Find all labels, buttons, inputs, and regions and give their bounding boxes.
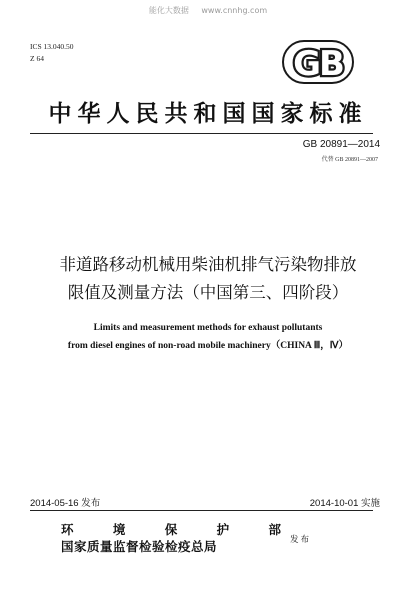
- issuer-ministry-char: 境: [112, 522, 126, 537]
- gb-logo-text: GB: [293, 44, 343, 84]
- top-divider: [30, 133, 373, 134]
- chinese-title-line-2: 限值及测量方法（中国第三、四阶段）: [67, 283, 349, 302]
- watermark-site-url: www.cnnhg.com: [201, 6, 268, 15]
- bottom-divider: [30, 510, 373, 511]
- issuer-ministry-char: 护: [216, 522, 230, 537]
- national-standard-title: 中华人民共和国国家标准: [48, 101, 368, 127]
- standard-number: GB 20891—2014: [302, 139, 380, 150]
- publish-label: 发布: [290, 535, 312, 545]
- issue-date: 2014-05-16 发布: [30, 498, 101, 509]
- chinese-title-line-1: 非道路移动机械用柴油机排气污染物排放: [59, 255, 357, 274]
- english-title-line-2: from diesel engines of non-road mobile machinery（CHINA Ⅲ，Ⅳ）: [67, 341, 349, 351]
- watermark-site-name: 能化大数据: [148, 6, 189, 15]
- ics-code: ICS 13.040.50: [30, 42, 74, 51]
- ccs-code: Z 64: [30, 54, 44, 63]
- english-title-line-1: Limits and measurement methods for exhaust pollutants: [93, 323, 323, 333]
- gb-logo-icon: [282, 40, 354, 84]
- issuer-ministry-char: 保: [164, 522, 178, 537]
- issuer-ministry-char: 环: [61, 522, 74, 537]
- replaces-standard: 代替 GB 20891—2007: [321, 157, 378, 163]
- implementation-date: 2014-10-01 实施: [309, 498, 380, 509]
- issuer-aqsiq: 国家质量监督检验检疫总局: [61, 539, 218, 554]
- issuer-ministry-char: 部: [268, 522, 281, 537]
- watermark: [0, 5, 416, 16]
- issuer-ministry: [61, 520, 281, 538]
